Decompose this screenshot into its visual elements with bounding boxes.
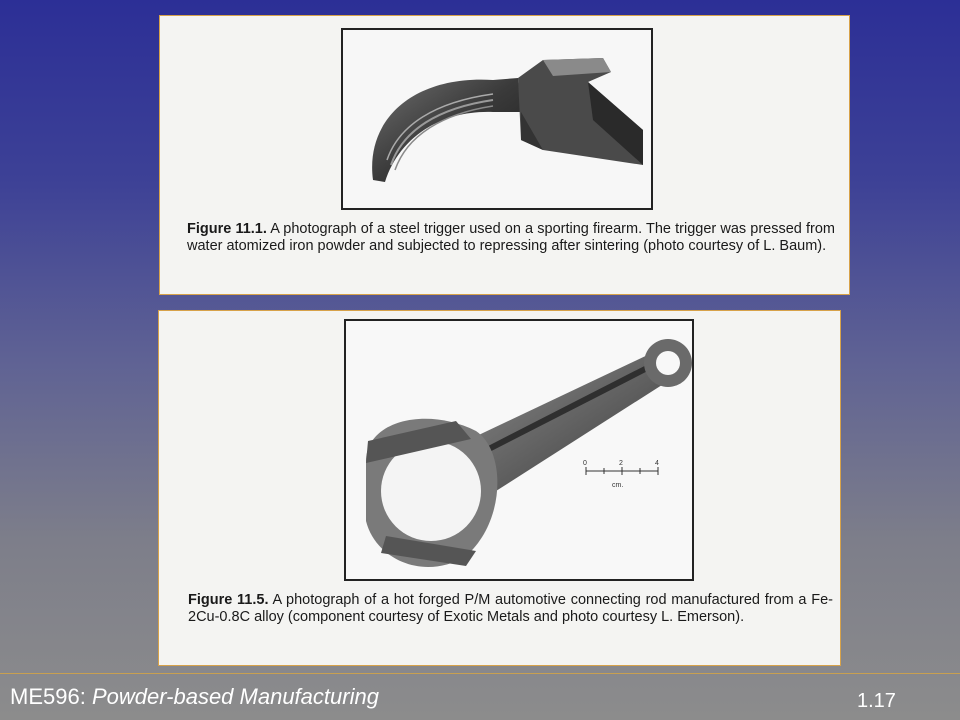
figure-panel-trigger [159, 15, 850, 295]
course-code: ME596 [10, 684, 80, 709]
scale-tick-label: 2 [619, 460, 623, 467]
caption-text: A photograph of a steel trigger used on a sporting firearm. The trigger was pressed from water atomized iron powder and subjected to repressing after sintering (photo courtesy of L. Baum). [187, 221, 835, 254]
scale-tick-label: 0 [583, 460, 587, 467]
figure-label: Figure 11.5. [188, 592, 269, 608]
scale-tick-label: 4 [655, 460, 659, 467]
figure-label: Figure 11.1. [187, 221, 267, 237]
connecting-rod-illustration [346, 321, 692, 579]
footer-divider [0, 673, 960, 674]
title-separator: : [79, 684, 92, 709]
figure-caption [187, 221, 835, 255]
figure-panel-connecting-rod [158, 310, 841, 666]
slide-number: 1.17 [857, 690, 896, 712]
course-subtitle: Powder-based Manufacturing [91, 684, 379, 709]
connecting-rod-photo [344, 319, 694, 581]
trigger-illustration [343, 30, 651, 208]
scale-unit-label: cm. [612, 482, 624, 489]
caption-text: A photograph of a hot forged P/M automotive connecting rod manufactured from a Fe-2Cu-0.8C alloy (component courtesy of Exotic Metals and photo courtesy L. Emerson). [188, 592, 833, 625]
trigger-photo [341, 28, 653, 210]
figure-caption [188, 592, 833, 626]
course-title [10, 684, 379, 710]
